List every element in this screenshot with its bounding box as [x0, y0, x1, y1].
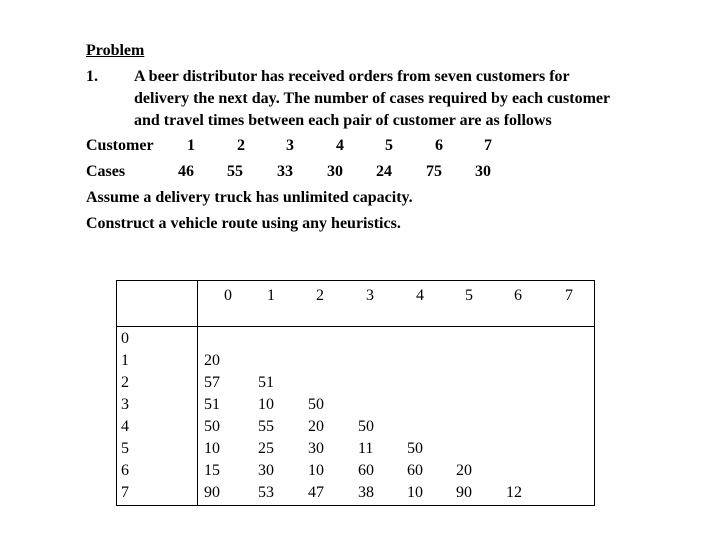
- row-header: 3: [121, 396, 129, 413]
- customer-1: 1: [187, 137, 195, 154]
- matrix-cell: 47: [308, 484, 324, 501]
- task-text: Construct a vehicle route using any heuristics.: [86, 215, 401, 232]
- cases-2: 55: [227, 163, 243, 180]
- matrix-cell: 10: [407, 484, 423, 501]
- col-header: 2: [316, 287, 324, 304]
- matrix-cell: 60: [358, 462, 374, 479]
- col-header: 6: [514, 287, 522, 304]
- cases-7: 30: [475, 163, 491, 180]
- matrix-cell: 55: [258, 418, 274, 435]
- cases-3: 33: [277, 163, 293, 180]
- col-header: 4: [416, 287, 424, 304]
- matrix-cell: 51: [204, 396, 220, 413]
- cases-4: 30: [327, 163, 343, 180]
- matrix-cell: 20: [308, 418, 324, 435]
- matrix-cell: 60: [407, 462, 423, 479]
- cases-6: 75: [426, 163, 442, 180]
- problem-heading: Problem: [86, 42, 145, 59]
- row-header: 7: [121, 484, 129, 501]
- matrix-cell: 50: [358, 418, 374, 435]
- problem-line-3: and travel times between each pair of customer are as follows: [134, 112, 552, 129]
- matrix-cell: 10: [258, 396, 274, 413]
- matrix-cell: 10: [308, 462, 324, 479]
- cases-label: Cases: [86, 163, 126, 180]
- matrix-cell: 57: [204, 374, 220, 391]
- col-header: 7: [565, 287, 573, 304]
- matrix-cell: 50: [204, 418, 220, 435]
- assumption-text: Assume a delivery truck has unlimited capacity.: [86, 189, 413, 206]
- matrix-cell: 90: [204, 484, 220, 501]
- cases-5: 24: [376, 163, 392, 180]
- customer-7: 7: [484, 137, 492, 154]
- customer-4: 4: [336, 137, 344, 154]
- row-header: 6: [121, 462, 129, 479]
- problem-line-1: A beer distributor has received orders from seven customers for: [134, 68, 570, 85]
- customer-6: 6: [435, 137, 443, 154]
- customer-label: Customer: [86, 137, 154, 154]
- problem-line-2: delivery the next day. The number of cases required by each customer: [134, 90, 611, 107]
- row-header: 1: [121, 352, 129, 369]
- matrix-cell: 38: [358, 484, 374, 501]
- matrix-cell: 50: [407, 440, 423, 457]
- customer-2: 2: [237, 137, 245, 154]
- matrix-column-divider: [197, 280, 198, 506]
- customer-3: 3: [286, 137, 294, 154]
- matrix-cell: 15: [204, 462, 220, 479]
- matrix-cell: 90: [456, 484, 472, 501]
- matrix-cell: 51: [258, 374, 274, 391]
- matrix-cell: 30: [308, 440, 324, 457]
- cases-1: 46: [178, 163, 194, 180]
- col-header: 5: [465, 287, 473, 304]
- row-header: 0: [121, 330, 129, 347]
- matrix-body-box: [116, 326, 595, 506]
- matrix-cell: 30: [258, 462, 274, 479]
- matrix-cell: 25: [258, 440, 274, 457]
- row-header: 4: [121, 418, 129, 435]
- col-header: 1: [267, 287, 275, 304]
- matrix-cell: 50: [308, 396, 324, 413]
- matrix-cell: 53: [258, 484, 274, 501]
- col-header: 3: [366, 287, 374, 304]
- problem-number: 1.: [86, 68, 98, 85]
- col-header: 0: [224, 287, 232, 304]
- matrix-cell: 12: [506, 484, 522, 501]
- row-header: 2: [121, 374, 129, 391]
- customer-5: 5: [385, 137, 393, 154]
- row-header: 5: [121, 440, 129, 457]
- matrix-cell: 20: [204, 352, 220, 369]
- matrix-header-box: [116, 280, 595, 327]
- matrix-cell: 10: [204, 440, 220, 457]
- matrix-cell: 20: [456, 462, 472, 479]
- matrix-cell: 11: [358, 440, 374, 457]
